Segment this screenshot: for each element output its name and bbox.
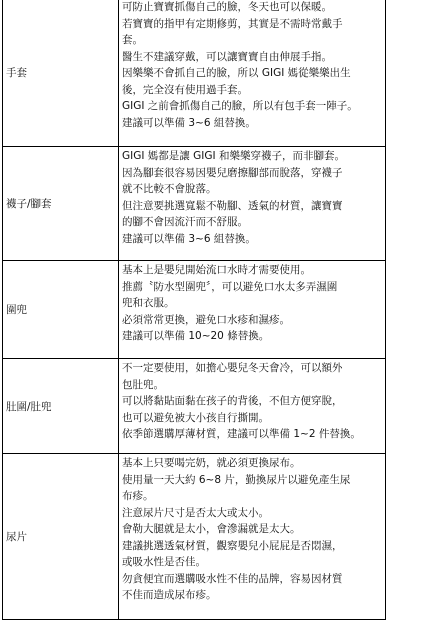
description-line xyxy=(122,214,383,231)
description-line xyxy=(122,472,383,489)
description-line xyxy=(122,360,383,377)
description-line xyxy=(122,587,383,604)
description-line xyxy=(122,32,383,49)
description-line xyxy=(122,165,383,182)
category-cell: 尿片 xyxy=(3,454,119,620)
description-line xyxy=(122,571,383,588)
description-line xyxy=(122,426,383,443)
description-text: 建議可以準備 3~6 組替換。 xyxy=(122,116,256,129)
table-row-bib xyxy=(3,261,386,359)
category-cell: 手套 xyxy=(3,0,119,147)
category-cell: 襪子/腳套 xyxy=(3,147,119,261)
description-cell xyxy=(119,147,386,261)
table-row-socks xyxy=(3,147,386,261)
description-text: GIGI 媽都是讓 GIGI 和樂樂穿襪子，而非腳套。 xyxy=(122,150,345,162)
baby-items-table xyxy=(2,0,386,620)
category-cell: 肚圍/肚兜 xyxy=(3,359,119,454)
description-line xyxy=(122,521,383,538)
description-text: 必須常常更換，避免口水疹和濕疹。 xyxy=(122,313,290,326)
description-line xyxy=(122,0,383,16)
description-line xyxy=(122,181,383,198)
description-text: 勿貪便宜而選購吸水性不佳的品牌，容易因材質 xyxy=(122,572,343,585)
description-line xyxy=(122,82,383,99)
description-text: 兜和衣服。 xyxy=(122,297,175,309)
description-line xyxy=(122,115,383,132)
description-text: 會勒大腿就是太小，會滲漏就是太大。 xyxy=(122,523,301,535)
description-text: 建議挑選透氣材質，觀察嬰兒小屁屁是否悶濕， xyxy=(122,539,343,552)
description-cell xyxy=(119,454,386,620)
description-line xyxy=(122,554,383,571)
description-line xyxy=(122,279,383,296)
description-text: 因樂樂不會抓自己的臉，所以 GIGI 媽從樂樂出生 xyxy=(122,67,351,79)
description-text: 因為腳套很容易因嬰兒磨擦腳部而脫落，穿襪子 xyxy=(122,166,343,179)
description-line xyxy=(122,455,383,472)
description-line xyxy=(122,393,383,410)
description-line xyxy=(122,312,383,329)
description-line xyxy=(122,505,383,522)
description-line xyxy=(122,295,383,312)
description-text: 若寶寶的指甲有定期修剪，其實是不需時常戴手 xyxy=(122,17,343,30)
description-text: 就不比較不會脫落。 xyxy=(122,183,217,195)
description-line xyxy=(122,98,383,115)
description-text: 可以將黏貼面黏在孩子的背後，不但方便穿脫， xyxy=(122,395,343,407)
description-line xyxy=(122,410,383,427)
description-text: 建議可以準備 10~20 條替換。 xyxy=(122,330,270,342)
description-text: 不一定要使用，如擔心嬰兒冬天會冷，可以額外 xyxy=(122,362,343,374)
description-text: GIGI 之前會抓傷自己的臉，所以有包手套一陣子。 xyxy=(122,100,358,112)
category-cell: 圍兜 xyxy=(3,261,119,359)
description-line xyxy=(122,148,383,165)
description-text: 注意尿片尺寸是否太大或太小。 xyxy=(122,506,269,519)
description-text: 後，完全沒有使用過手套。 xyxy=(122,83,248,96)
description-text: 可防止寶寶抓傷自己的臉，冬天也可以保暖。 xyxy=(122,1,332,13)
description-text: 包肚兜。 xyxy=(122,378,164,391)
description-text: 醫生不建議穿戴，可以讓寶寶自由伸展手指。 xyxy=(122,50,332,63)
description-text: 使用量一天大約 6~8 片，勤換尿片以避免產生尿 xyxy=(122,473,351,486)
description-text: 不佳而造成尿布疹。 xyxy=(122,589,217,601)
description-text: 依季節選購厚薄材質，建議可以準備 1~2 件替換。 xyxy=(122,428,361,440)
table-row-belly-band xyxy=(3,359,386,454)
description-line xyxy=(122,198,383,215)
description-text: 或吸水性是否佳。 xyxy=(122,556,206,568)
description-text: 但注意要挑選寬鬆不勒腳、透氣的材質，讓寶寶 xyxy=(122,199,343,212)
description-text: 基本上只要喝完奶，就必須更換尿布。 xyxy=(122,457,301,469)
description-line xyxy=(122,231,383,248)
description-text: 基本上是嬰兒開始流口水時才需要使用。 xyxy=(122,264,311,276)
description-line xyxy=(122,488,383,505)
description-text: 的腳不會因流汗而不舒服。 xyxy=(122,216,248,228)
description-cell xyxy=(119,261,386,359)
description-text: 建議可以準備 3~6 組替換。 xyxy=(122,232,256,245)
description-cell xyxy=(119,0,386,147)
table-body xyxy=(3,0,386,620)
description-cell xyxy=(119,359,386,454)
description-line xyxy=(122,65,383,82)
description-text: 也可以避免被大小孩自行撕開。 xyxy=(122,411,269,424)
description-text: 套。 xyxy=(122,34,143,46)
description-line xyxy=(122,538,383,555)
description-text: 推薦〝防水型圍兜〞，可以避免口水太多弄濕圍 xyxy=(122,280,338,293)
table-row-diaper xyxy=(3,454,386,620)
description-text: 布疹。 xyxy=(122,490,154,502)
description-line xyxy=(122,49,383,66)
description-line xyxy=(122,328,383,345)
table-row-gloves xyxy=(3,0,386,147)
description-line xyxy=(122,16,383,33)
description-line xyxy=(122,262,383,279)
description-line xyxy=(122,377,383,394)
